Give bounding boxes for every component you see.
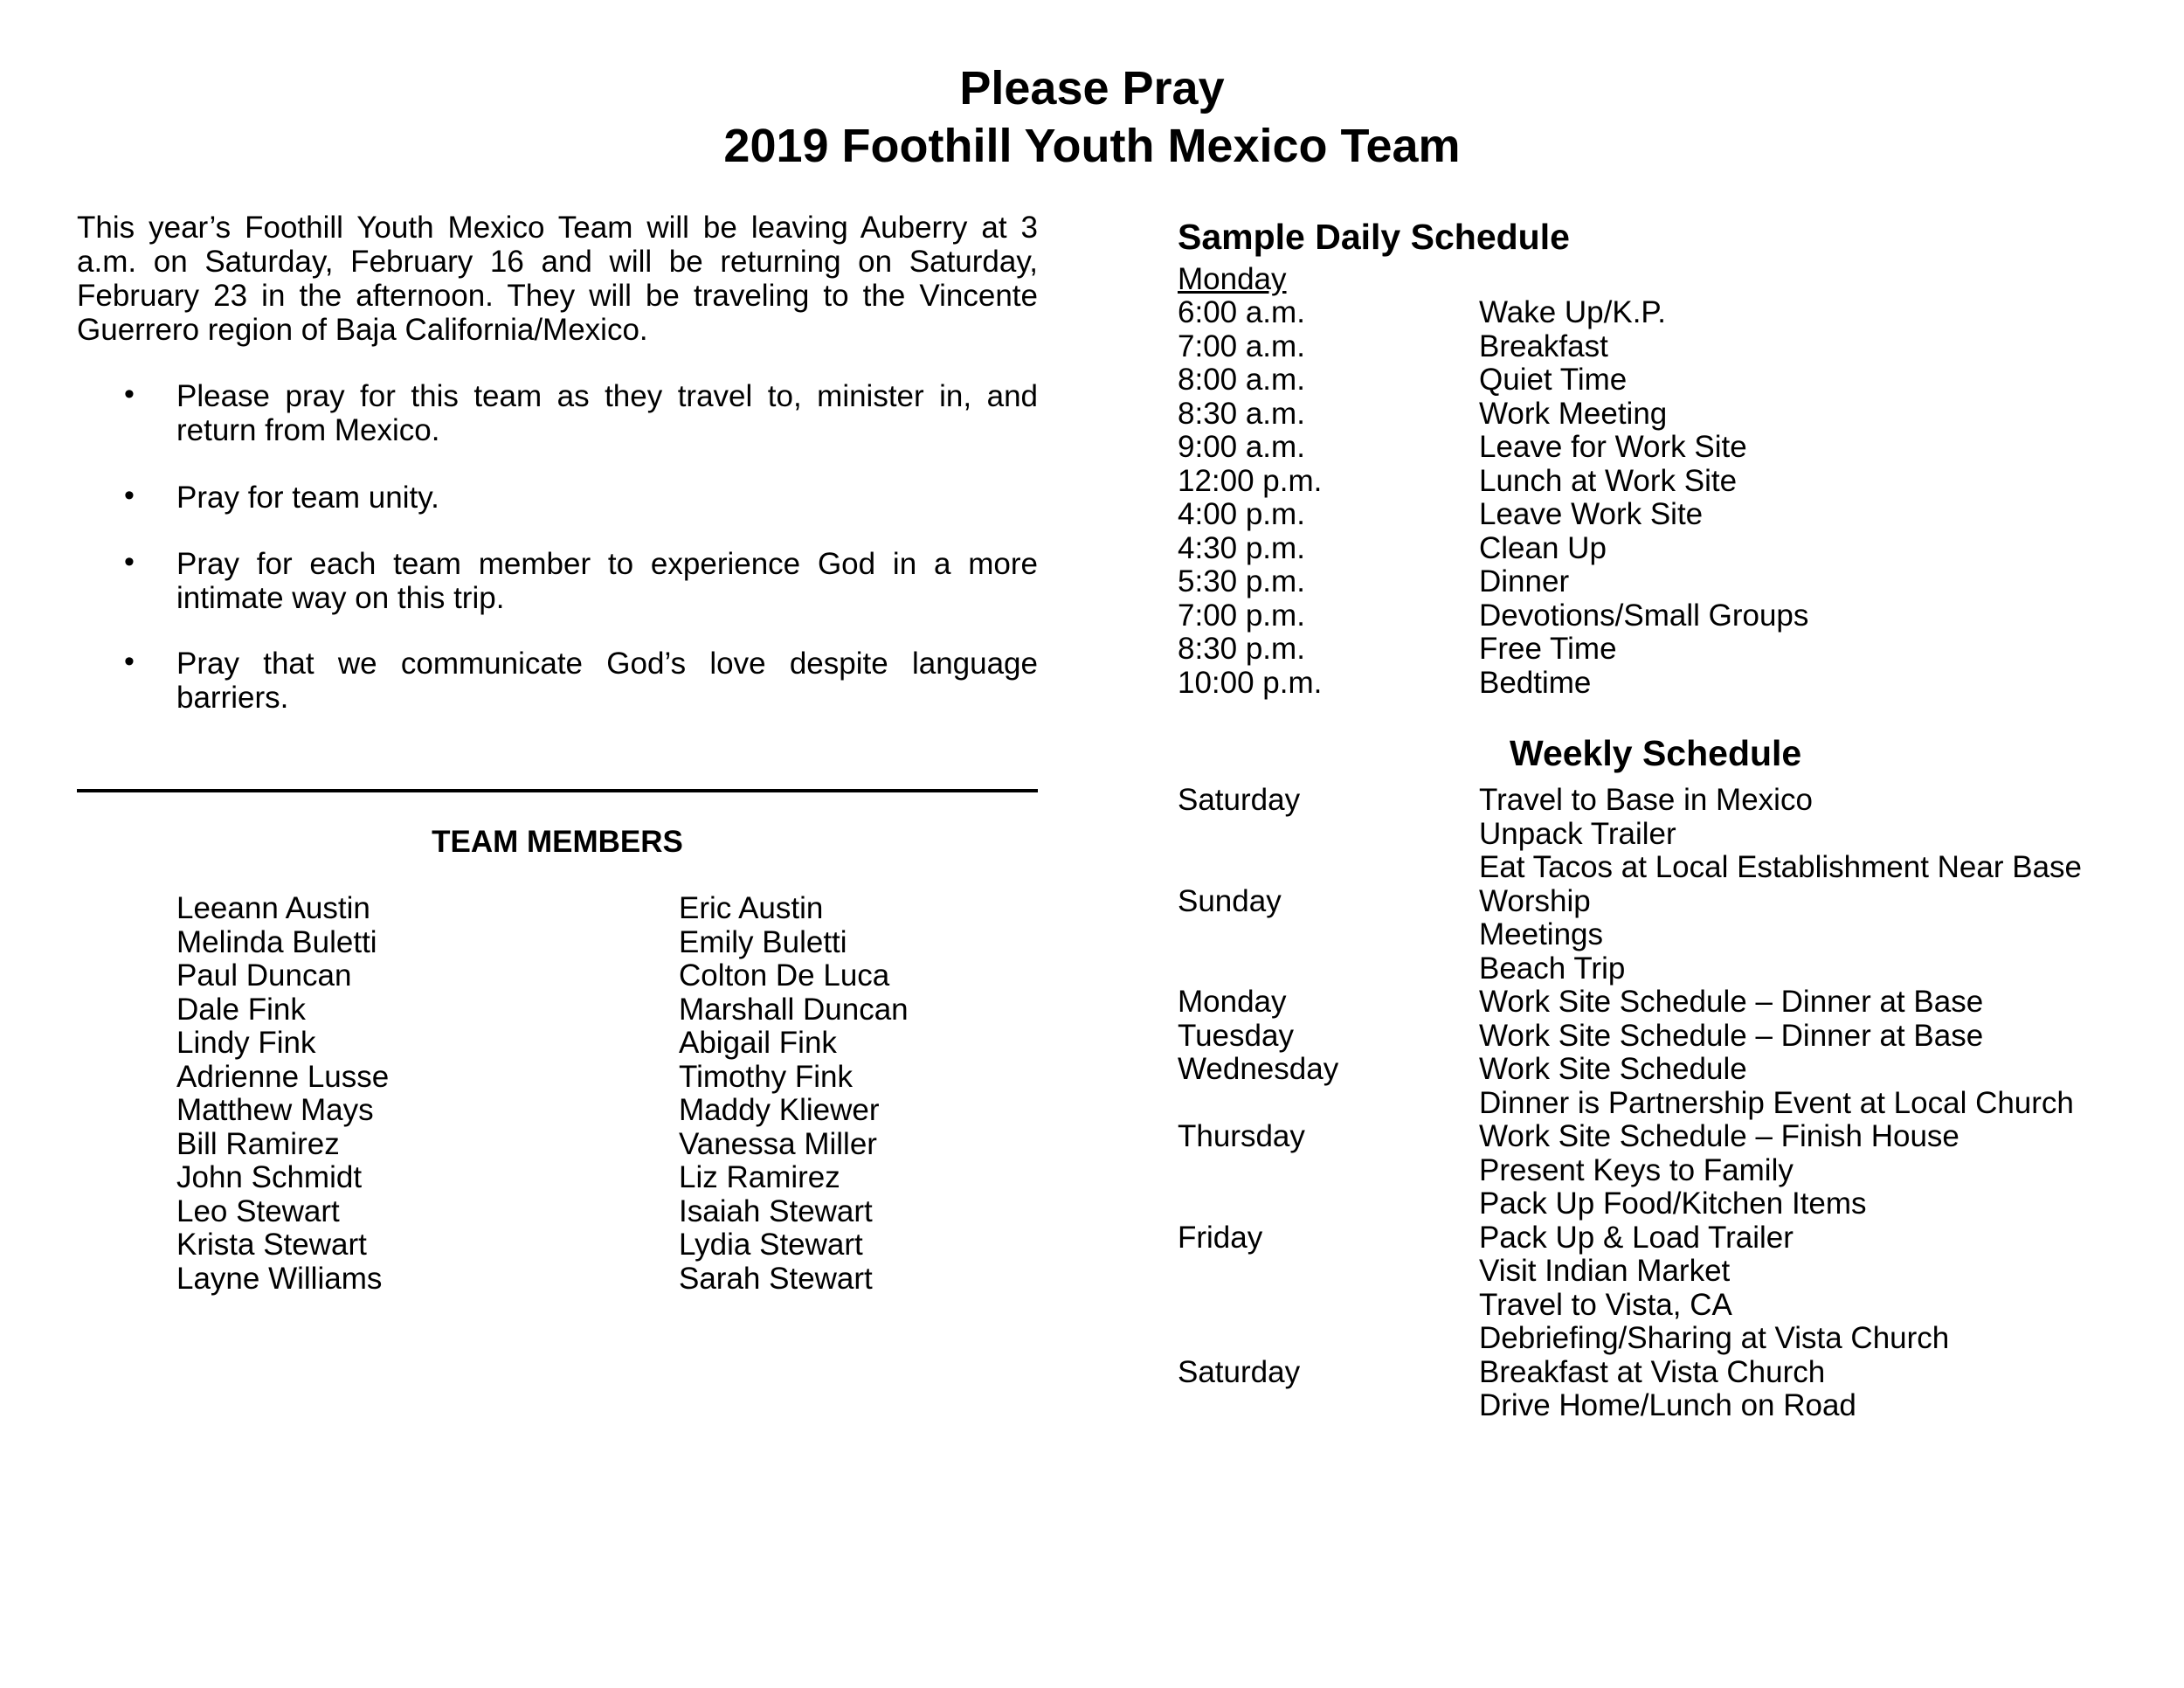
- team-members-column-2: [679, 892, 909, 1296]
- team-member: Adrienne Lusse: [176, 1059, 390, 1094]
- weekly-schedule-row: [1178, 1289, 2156, 1323]
- weekly-schedule-table: [1178, 784, 2156, 1423]
- team-member: Liz Ramirez: [679, 1160, 840, 1194]
- schedule-day: [1178, 1389, 1479, 1423]
- team-member: Matthew Mays: [176, 1093, 374, 1127]
- schedule-activity: Beach Trip: [1479, 951, 1626, 986]
- team-member: Lindy Fink: [176, 1026, 316, 1060]
- schedule-activity: Unpack Trailer: [1479, 816, 1676, 851]
- schedule-activity: Eat Tacos at Local Establishment Near Base: [1479, 850, 2083, 884]
- daily-schedule-row: [1178, 465, 2156, 499]
- weekly-schedule-row: [1178, 918, 2156, 952]
- schedule-day: Friday: [1178, 1220, 1263, 1255]
- schedule-activity: Breakfast: [1479, 329, 1608, 363]
- schedule-activity: Present Keys to Family: [1479, 1152, 1794, 1187]
- schedule-day: [1178, 952, 1479, 986]
- schedule-activity: Work Site Schedule – Dinner at Base: [1479, 1018, 1984, 1053]
- weekly-schedule-row: [1178, 1020, 2156, 1054]
- schedule-activity: Devotions/Small Groups: [1479, 598, 1809, 633]
- schedule-day: [1178, 1255, 1479, 1289]
- weekly-schedule-row: [1178, 818, 2156, 852]
- schedule-activity: Work Site Schedule – Finish House: [1479, 1119, 1959, 1153]
- team-member: Layne Williams: [176, 1261, 383, 1296]
- team-member: Vanessa Miller: [679, 1126, 877, 1161]
- schedule-activity: Work Meeting: [1479, 396, 1668, 431]
- schedule-activity: Breakfast at Vista Church: [1479, 1354, 1826, 1389]
- weekly-schedule-row: [1178, 851, 2156, 885]
- team-member: Emily Buletti: [679, 924, 847, 959]
- team-member: Isaiah Stewart: [679, 1193, 873, 1228]
- schedule-day: Saturday: [1178, 783, 1301, 817]
- schedule-day: Thursday: [1178, 1119, 1305, 1153]
- team-member: Colton De Luca: [679, 958, 890, 993]
- schedule-day: [1178, 1087, 1479, 1121]
- weekly-schedule-row: [1178, 1053, 2156, 1087]
- schedule-activity: Work Site Schedule: [1479, 1052, 1747, 1086]
- weekly-schedule-row: [1178, 1389, 2156, 1423]
- daily-schedule-heading: Sample Daily Schedule: [1178, 217, 1570, 257]
- schedule-day: Saturday: [1178, 1354, 1301, 1389]
- prayer-point-text: Please pray for this team as they travel to, minister in, and return from Mexico.: [176, 379, 1038, 447]
- weekly-schedule-row: [1178, 952, 2156, 986]
- team-member: Melinda Buletti: [176, 924, 377, 959]
- team-member: Leeann Austin: [176, 891, 370, 925]
- schedule-activity: Worship: [1479, 883, 1591, 918]
- schedule-time: 5:30 p.m.: [1178, 564, 1305, 598]
- schedule-time: 4:00 p.m.: [1178, 497, 1305, 531]
- team-member: Timothy Fink: [679, 1059, 854, 1094]
- team-member: Sarah Stewart: [679, 1261, 873, 1296]
- team-member: Marshall Duncan: [679, 992, 909, 1027]
- schedule-day: [1178, 851, 1479, 885]
- schedule-activity: Lunch at Work Site: [1479, 463, 1738, 498]
- weekly-schedule-row: [1178, 1120, 2156, 1154]
- schedule-day: Tuesday: [1178, 1018, 1294, 1053]
- schedule-time: 8:00 a.m.: [1178, 363, 1305, 397]
- daily-schedule-row: [1178, 431, 2156, 465]
- schedule-activity: Debriefing/Sharing at Vista Church: [1479, 1321, 1950, 1355]
- schedule-day: [1178, 818, 1479, 852]
- bullet-icon: •: [124, 545, 135, 578]
- schedule-time: 10:00 p.m.: [1178, 665, 1323, 700]
- team-member: Maddy Kliewer: [679, 1093, 880, 1127]
- team-member: Bill Ramirez: [176, 1126, 340, 1161]
- schedule-activity: Bedtime: [1479, 665, 1592, 700]
- daily-schedule-row: [1178, 599, 2156, 633]
- team-member: John Schmidt: [176, 1160, 363, 1194]
- intro-paragraph: This year’s Foothill Youth Mexico Team will be leaving Auberry at 3 a.m. on Saturday, February 16 and will be returning on Saturday, February 23 in the afternoon. They will be traveling to the Vincente Guerrero region of Baja California/Mexico.: [77, 211, 1038, 347]
- weekly-schedule-row: [1178, 1356, 2156, 1390]
- daily-schedule-row: [1178, 296, 2156, 330]
- page-title: Please Pray: [959, 62, 1225, 114]
- team-member: Leo Stewart: [176, 1193, 340, 1228]
- schedule-day: Wednesday: [1178, 1052, 1339, 1086]
- weekly-schedule-row: [1178, 1322, 2156, 1356]
- daily-schedule-day: Monday: [1178, 262, 1287, 296]
- daily-schedule-row: [1178, 532, 2156, 566]
- weekly-schedule-row: [1178, 1221, 2156, 1256]
- schedule-activity: Leave for Work Site: [1479, 430, 1747, 464]
- schedule-day: Sunday: [1178, 883, 1282, 918]
- daily-schedule-row: [1178, 565, 2156, 599]
- daily-schedule-row: [1178, 498, 2156, 532]
- schedule-activity: Clean Up: [1479, 530, 1607, 565]
- schedule-day: [1178, 1322, 1479, 1356]
- prayer-point-text: Pray for team unity.: [176, 481, 439, 515]
- schedule-activity: Leave Work Site: [1479, 497, 1704, 531]
- daily-schedule-row: [1178, 667, 2156, 701]
- team-members-column-1: [176, 892, 389, 1296]
- weekly-schedule-row: [1178, 885, 2156, 919]
- daily-schedule-row: [1178, 330, 2156, 364]
- schedule-activity: Dinner is Partnership Event at Local Church: [1479, 1085, 2074, 1120]
- schedule-time: 4:30 p.m.: [1178, 530, 1305, 565]
- schedule-activity: Dinner: [1479, 564, 1570, 598]
- page-subtitle: 2019 Foothill Youth Mexico Team: [723, 120, 1461, 172]
- schedule-activity: Drive Home/Lunch on Road: [1479, 1388, 1856, 1422]
- schedule-time: 12:00 p.m.: [1178, 463, 1323, 498]
- schedule-day: [1178, 1289, 1479, 1323]
- bullet-icon: •: [124, 377, 135, 411]
- schedule-time: 8:30 p.m.: [1178, 632, 1305, 666]
- schedule-day: [1178, 1187, 1479, 1221]
- weekly-schedule-row: [1178, 1255, 2156, 1289]
- schedule-time: 6:00 a.m.: [1178, 295, 1305, 329]
- section-divider: [77, 789, 1038, 792]
- team-member: Eric Austin: [679, 891, 824, 925]
- schedule-activity: Wake Up/K.P.: [1479, 295, 1666, 329]
- prayer-point-text: Pray that we communicate God’s love despite language barriers.: [176, 647, 1038, 715]
- daily-schedule-row: [1178, 633, 2156, 667]
- bullet-icon: •: [124, 479, 135, 512]
- team-member: Paul Duncan: [176, 958, 352, 993]
- prayer-point-text: Pray for each team member to experience God in a more intimate way on this trip.: [176, 547, 1038, 615]
- schedule-activity: Pack Up Food/Kitchen Items: [1479, 1186, 1867, 1221]
- daily-schedule-row: [1178, 398, 2156, 432]
- schedule-activity: Travel to Base in Mexico: [1479, 783, 1813, 817]
- team-member: Lydia Stewart: [679, 1228, 863, 1262]
- weekly-schedule-row: [1178, 784, 2156, 818]
- schedule-activity: Pack Up & Load Trailer: [1479, 1220, 1794, 1255]
- team-member: Krista Stewart: [176, 1228, 367, 1262]
- schedule-activity: Work Site Schedule – Dinner at Base: [1479, 985, 1984, 1019]
- schedule-time: 7:00 p.m.: [1178, 598, 1305, 633]
- schedule-day: [1178, 918, 1479, 952]
- schedule-day: [1178, 1154, 1479, 1188]
- schedule-day: Monday: [1178, 985, 1287, 1019]
- weekly-schedule-row: [1178, 986, 2156, 1020]
- schedule-activity: Travel to Vista, CA: [1479, 1287, 1732, 1322]
- bullet-icon: •: [124, 645, 135, 678]
- schedule-activity: Meetings: [1479, 917, 1604, 951]
- weekly-schedule-row: [1178, 1154, 2156, 1188]
- daily-schedule-table: [1178, 296, 2156, 700]
- schedule-time: 7:00 a.m.: [1178, 329, 1305, 363]
- team-members-heading: TEAM MEMBERS: [432, 825, 683, 859]
- team-member: Dale Fink: [176, 992, 306, 1027]
- weekly-schedule-row: [1178, 1187, 2156, 1221]
- schedule-time: 8:30 a.m.: [1178, 396, 1305, 431]
- team-member: Abigail Fink: [679, 1026, 837, 1060]
- daily-schedule-row: [1178, 363, 2156, 398]
- schedule-activity: Quiet Time: [1479, 363, 1628, 397]
- schedule-activity: Visit Indian Market: [1479, 1254, 1731, 1288]
- weekly-schedule-row: [1178, 1087, 2156, 1121]
- schedule-activity: Free Time: [1479, 632, 1617, 666]
- schedule-time: 9:00 a.m.: [1178, 430, 1305, 464]
- weekly-schedule-heading: Weekly Schedule: [1510, 733, 1802, 773]
